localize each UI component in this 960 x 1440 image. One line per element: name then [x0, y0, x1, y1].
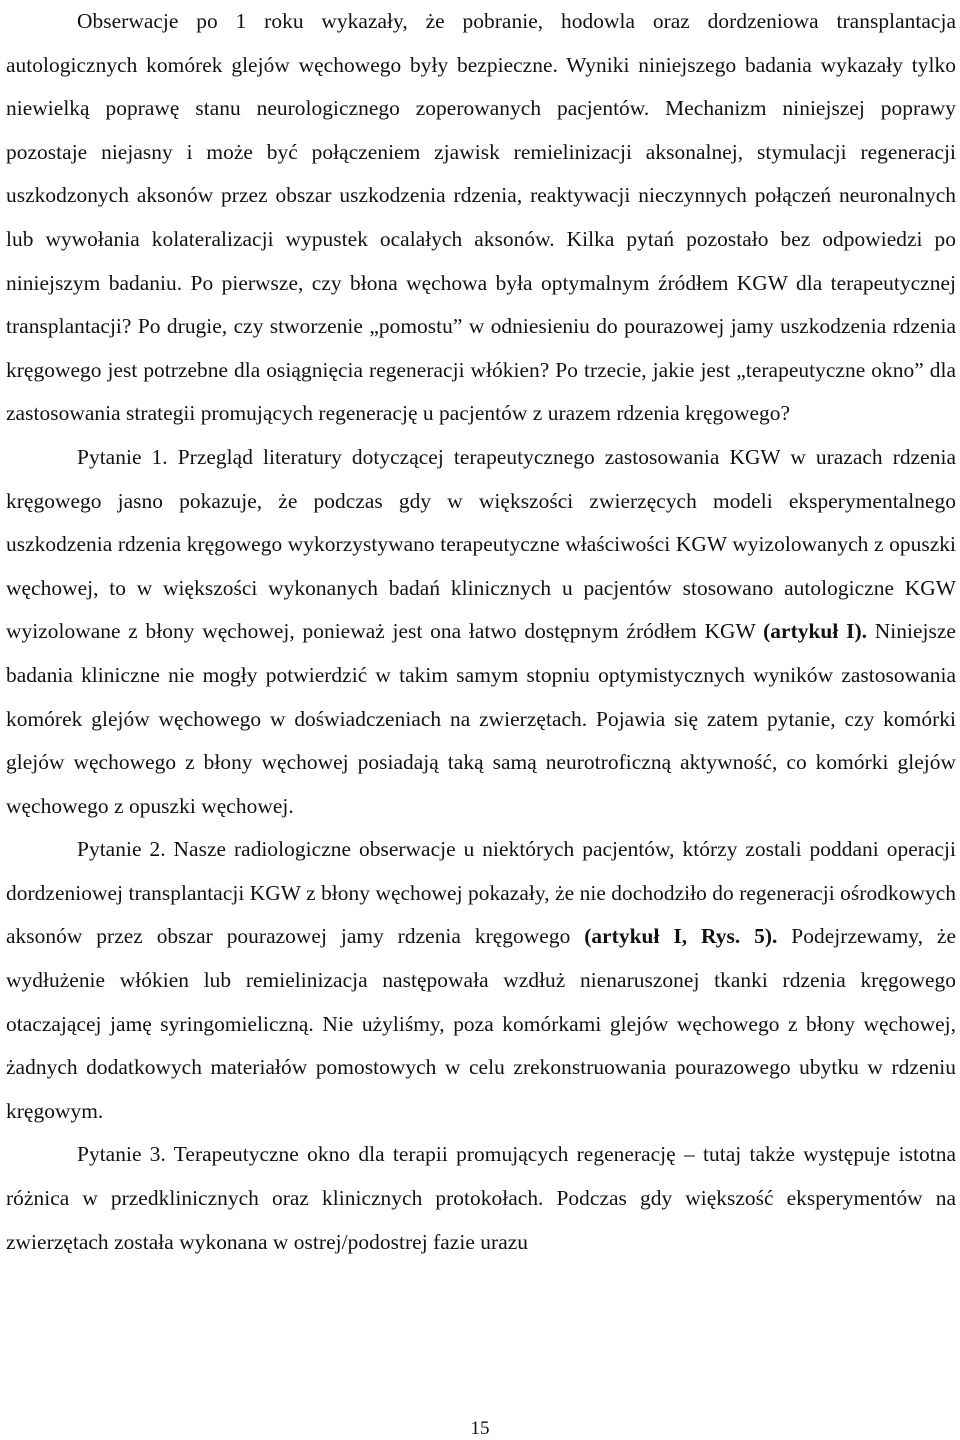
paragraph	[6, 828, 956, 1133]
document-body	[6, 0, 956, 1264]
paragraph-text: Niniejsze badania kliniczne nie mogły potwierdzić w takim samym stopniu optymistycznych wyników zastosowania komórek glejów węchowego w doświadczeniach na zwierzętach. Pojawia się zatem pytanie, czy komórki glejów węchowego z błony węchowej posiadają taką samą neurotroficzną aktywność, co komórki glejów węchowego z opuszki węchowej.	[6, 619, 956, 818]
paragraph-text: Obserwacje po 1 roku wykazały, że pobranie, hodowla oraz dordzeniowa transplantacja autologicznych komórek glejów węchowego były bezpieczne. Wyniki niniejszego badania wykazały tylko niewielką poprawę stanu neurologicznego zoperowanych pacjentów. Mechanizm niniejszej poprawy pozostaje niejasny i może być połączeniem zjawisk remielinizacji aksonalnej, stymulacji regeneracji uszkodzonych aksonów przez obszar uszkodzenia rdzenia, reaktywacji nieczynnych połączeń neuronalnych lub wywołania kolateralizacji wypustek ocalałych aksonów. Kilka pytań pozostało bez odpowiedzi po niniejszym badaniu. Po pierwsze, czy błona węchowa była optymalnym źródłem KGW dla terapeutycznej transplantacji? Po drugie, czy stworzenie „pomostu” w odniesieniu do pourazowej jamy uszkodzenia rdzenia kręgowego jest potrzebne dla osiągnięcia regeneracji włókien? Po trzecie, jakie jest „terapeutyczne okno” dla zastosowania strategii promujących regenerację u pacjentów z urazem rdzenia kręgowego?	[6, 9, 956, 426]
paragraph-text: Podejrzewamy, że wydłużenie włókien lub remielinizacja następowała wzdłuż nienaruszonej tkanki rdzenia kręgowego otaczającej jamę syringomieliczną. Nie użyliśmy, poza komórkami glejów węchowego z błony węchowej, żadnych dodatkowych materiałów pomostowych w celu zrekonstruowania pourazowego ubytku w rdzeniu kręgowym.	[6, 924, 956, 1123]
paragraph-text: Pytanie 2. Nasze radiologiczne obserwacje u niektórych pacjentów, którzy zostali poddani operacji dordzeniowej transplantacji KGW z błony węchowej pokazały, że nie dochodziło do regeneracji ośrodkowych aksonów przez obszar pourazowej jamy rdzenia kręgowego	[6, 837, 956, 949]
paragraph-text: Pytanie 3. Terapeutyczne okno dla terapii promujących regenerację – tutaj także występuje istotna różnica w przedklinicznych oraz klinicznych protokołach. Podczas gdy większość eksperymentów na zwierzętach została wykonana w ostrej/podostrej fazie urazu	[6, 1142, 956, 1254]
citation-bold: (artykuł I).	[763, 619, 868, 644]
paragraph	[6, 0, 956, 436]
page-number: 15	[470, 1418, 490, 1439]
paragraph	[6, 1133, 956, 1264]
citation-bold: (artykuł I, Rys. 5).	[584, 924, 778, 949]
paragraph	[6, 436, 956, 828]
paragraph-text: Pytanie 1. Przegląd literatury dotyczącej terapeutycznego zastosowania KGW w urazach rdzenia kręgowego jasno pokazuje, że podczas gdy w większości zwierzęcych modeli eksperymentalnego uszkodzenia rdzenia kręgowego wykorzystywano terapeutyczne właściwości KGW wyizolowanych z opuszki węchowej, to w większości wykonanych badań klinicznych u pacjentów stosowano autologiczne KGW wyizolowane z błony węchowej, ponieważ jest ona łatwo dostępnym źródłem KGW	[6, 444, 956, 644]
